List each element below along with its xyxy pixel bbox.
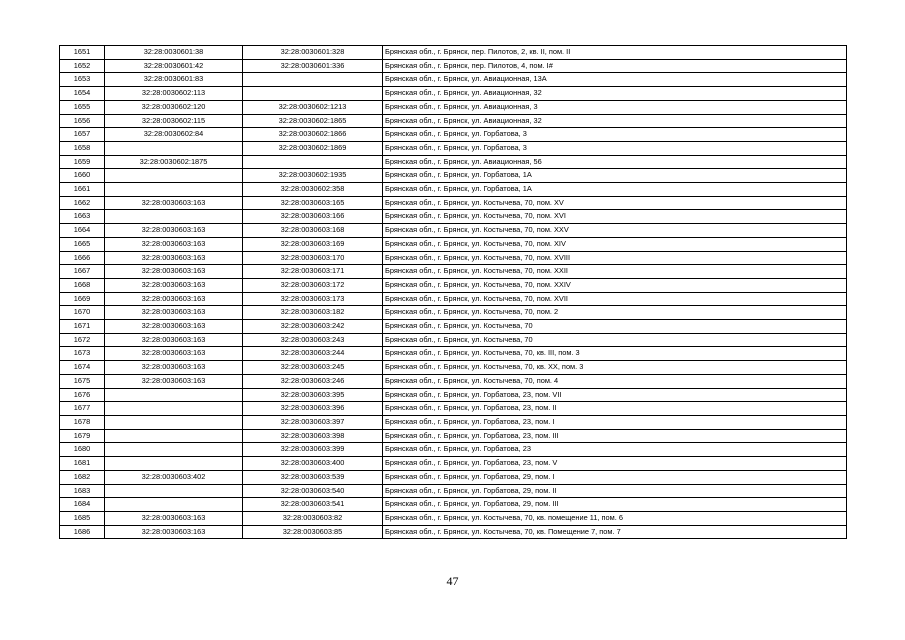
table-row — [60, 141, 847, 155]
table-row — [60, 237, 847, 251]
row-number-cell: 1677 — [60, 402, 105, 416]
object-number-cell: 32:28:0030603:539 — [243, 470, 383, 484]
object-number-cell: 32:28:0030602:1213 — [243, 100, 383, 114]
table-row — [60, 210, 847, 224]
row-number-cell: 1669 — [60, 292, 105, 306]
object-number-cell: 32:28:0030603:398 — [243, 429, 383, 443]
address-cell: Брянская обл., г. Брянск, ул. Костычева, 70, пом. XVII — [383, 292, 847, 306]
parcel-number-cell — [105, 457, 243, 471]
object-number-cell: 32:28:0030603:168 — [243, 224, 383, 238]
address-cell: Брянская обл., г. Брянск, ул. Горбатова, 3 — [383, 141, 847, 155]
table-row — [60, 114, 847, 128]
address-cell: Брянская обл., г. Брянск, ул. Костычева, 70, пом. 2 — [383, 306, 847, 320]
row-number-cell: 1682 — [60, 470, 105, 484]
row-number-cell: 1660 — [60, 169, 105, 183]
row-number-cell: 1659 — [60, 155, 105, 169]
object-number-cell: 32:28:0030602:1866 — [243, 128, 383, 142]
parcel-number-cell: 32:28:0030603:163 — [105, 292, 243, 306]
row-number-cell: 1675 — [60, 374, 105, 388]
registry-table — [59, 45, 847, 539]
object-number-cell: 32:28:0030602:1865 — [243, 114, 383, 128]
table-row — [60, 498, 847, 512]
table-row — [60, 128, 847, 142]
table-row — [60, 333, 847, 347]
table-row — [60, 73, 847, 87]
registry-table-body — [60, 46, 847, 539]
table-row — [60, 402, 847, 416]
row-number-cell: 1663 — [60, 210, 105, 224]
parcel-number-cell: 32:28:0030603:163 — [105, 347, 243, 361]
parcel-number-cell — [105, 498, 243, 512]
address-cell: Брянская обл., г. Брянск, ул. Горбатова, 1А — [383, 169, 847, 183]
table-row — [60, 374, 847, 388]
table-row — [60, 292, 847, 306]
object-number-cell — [243, 87, 383, 101]
parcel-number-cell — [105, 388, 243, 402]
object-number-cell: 32:28:0030601:328 — [243, 46, 383, 60]
row-number-cell: 1686 — [60, 525, 105, 539]
address-cell: Брянская обл., г. Брянск, ул. Костычева, 70 — [383, 320, 847, 334]
address-cell: Брянская обл., г. Брянск, ул. Костычева, 70, кв. помещение 11, пом. 6 — [383, 511, 847, 525]
object-number-cell: 32:28:0030603:540 — [243, 484, 383, 498]
address-cell: Брянская обл., г. Брянск, ул. Горбатова, 23, пом. III — [383, 429, 847, 443]
parcel-number-cell — [105, 141, 243, 155]
parcel-number-cell — [105, 210, 243, 224]
object-number-cell: 32:28:0030603:244 — [243, 347, 383, 361]
parcel-number-cell: 32:28:0030603:163 — [105, 278, 243, 292]
address-cell: Брянская обл., г. Брянск, ул. Костычева, 70, пом. 4 — [383, 374, 847, 388]
row-number-cell: 1671 — [60, 320, 105, 334]
parcel-number-cell: 32:28:0030603:163 — [105, 224, 243, 238]
row-number-cell: 1684 — [60, 498, 105, 512]
table-row — [60, 46, 847, 60]
table-row — [60, 306, 847, 320]
parcel-number-cell — [105, 183, 243, 197]
address-cell: Брянская обл., г. Брянск, ул. Авиационная, 56 — [383, 155, 847, 169]
address-cell: Брянская обл., г. Брянск, ул. Авиационная, 32 — [383, 87, 847, 101]
parcel-number-cell: 32:28:0030603:163 — [105, 374, 243, 388]
object-number-cell — [243, 155, 383, 169]
table-row — [60, 429, 847, 443]
row-number-cell: 1654 — [60, 87, 105, 101]
parcel-number-cell: 32:28:0030603:163 — [105, 511, 243, 525]
parcel-number-cell: 32:28:0030603:402 — [105, 470, 243, 484]
table-row — [60, 415, 847, 429]
table-row — [60, 470, 847, 484]
row-number-cell: 1657 — [60, 128, 105, 142]
object-number-cell — [243, 73, 383, 87]
table-row — [60, 320, 847, 334]
parcel-number-cell — [105, 402, 243, 416]
row-number-cell: 1666 — [60, 251, 105, 265]
table-row — [60, 278, 847, 292]
parcel-number-cell — [105, 415, 243, 429]
parcel-number-cell: 32:28:0030603:163 — [105, 196, 243, 210]
object-number-cell: 32:28:0030603:169 — [243, 237, 383, 251]
row-number-cell: 1676 — [60, 388, 105, 402]
object-number-cell: 32:28:0030603:182 — [243, 306, 383, 320]
parcel-number-cell — [105, 443, 243, 457]
address-cell: Брянская обл., г. Брянск, ул. Горбатова, 1А — [383, 183, 847, 197]
row-number-cell: 1678 — [60, 415, 105, 429]
parcel-number-cell: 32:28:0030601:42 — [105, 59, 243, 73]
address-cell: Брянская обл., г. Брянск, ул. Костычева, 70, пом. XVI — [383, 210, 847, 224]
row-number-cell: 1674 — [60, 361, 105, 375]
parcel-number-cell: 32:28:0030603:163 — [105, 525, 243, 539]
row-number-cell: 1681 — [60, 457, 105, 471]
row-number-cell: 1673 — [60, 347, 105, 361]
row-number-cell: 1685 — [60, 511, 105, 525]
object-number-cell: 32:28:0030603:165 — [243, 196, 383, 210]
address-cell: Брянская обл., г. Брянск, ул. Костычева, 70, кв. Помещение 7, пом. 7 — [383, 525, 847, 539]
parcel-number-cell: 32:28:0030602:115 — [105, 114, 243, 128]
parcel-number-cell — [105, 169, 243, 183]
object-number-cell: 32:28:0030603:242 — [243, 320, 383, 334]
object-number-cell: 32:28:0030603:173 — [243, 292, 383, 306]
parcel-number-cell: 32:28:0030603:163 — [105, 265, 243, 279]
page-number: 47 — [446, 574, 459, 588]
address-cell: Брянская обл., г. Брянск, ул. Костычева, 70, пом. XXIV — [383, 278, 847, 292]
address-cell: Брянская обл., г. Брянск, ул. Авиационная, 13А — [383, 73, 847, 87]
address-cell: Брянская обл., г. Брянск, ул. Костычева, 70, кв. III, пом. 3 — [383, 347, 847, 361]
parcel-number-cell: 32:28:0030601:38 — [105, 46, 243, 60]
object-number-cell: 32:28:0030603:400 — [243, 457, 383, 471]
row-number-cell: 1679 — [60, 429, 105, 443]
table-row — [60, 388, 847, 402]
address-cell: Брянская обл., г. Брянск, ул. Горбатова, 29, пом. II — [383, 484, 847, 498]
address-cell: Брянская обл., г. Брянск, ул. Горбатова, 29, пом. III — [383, 498, 847, 512]
address-cell: Брянская обл., г. Брянск, ул. Горбатова, 23, пом. II — [383, 402, 847, 416]
object-number-cell: 32:28:0030603:541 — [243, 498, 383, 512]
parcel-number-cell: 32:28:0030601:83 — [105, 73, 243, 87]
row-number-cell: 1656 — [60, 114, 105, 128]
table-row — [60, 347, 847, 361]
object-number-cell: 32:28:0030603:82 — [243, 511, 383, 525]
object-number-cell: 32:28:0030601:336 — [243, 59, 383, 73]
table-row — [60, 169, 847, 183]
row-number-cell: 1655 — [60, 100, 105, 114]
address-cell: Брянская обл., г. Брянск, ул. Авиационная, 3 — [383, 100, 847, 114]
table-row — [60, 251, 847, 265]
row-number-cell: 1683 — [60, 484, 105, 498]
parcel-number-cell: 32:28:0030603:163 — [105, 333, 243, 347]
address-cell: Брянская обл., г. Брянск, ул. Горбатова, 23, пом. VII — [383, 388, 847, 402]
table-row — [60, 183, 847, 197]
row-number-cell: 1651 — [60, 46, 105, 60]
row-number-cell: 1665 — [60, 237, 105, 251]
object-number-cell: 32:28:0030603:170 — [243, 251, 383, 265]
address-cell: Брянская обл., г. Брянск, ул. Костычева, 70, пом. XV — [383, 196, 847, 210]
object-number-cell: 32:28:0030603:166 — [243, 210, 383, 224]
parcel-number-cell: 32:28:0030602:120 — [105, 100, 243, 114]
address-cell: Брянская обл., г. Брянск, ул. Авиационная, 32 — [383, 114, 847, 128]
address-cell: Брянская обл., г. Брянск, ул. Костычева, 70, пом. XXV — [383, 224, 847, 238]
table-row — [60, 525, 847, 539]
address-cell: Брянская обл., г. Брянск, ул. Костычева, 70, пом. XIV — [383, 237, 847, 251]
object-number-cell: 32:28:0030603:172 — [243, 278, 383, 292]
object-number-cell: 32:28:0030603:397 — [243, 415, 383, 429]
parcel-number-cell: 32:28:0030603:163 — [105, 237, 243, 251]
row-number-cell: 1661 — [60, 183, 105, 197]
object-number-cell: 32:28:0030603:399 — [243, 443, 383, 457]
address-cell: Брянская обл., г. Брянск, ул. Горбатова, 23, пом. V — [383, 457, 847, 471]
object-number-cell: 32:28:0030602:1935 — [243, 169, 383, 183]
address-cell: Брянская обл., г. Брянск, ул. Горбатова, 29, пом. I — [383, 470, 847, 484]
object-number-cell: 32:28:0030603:243 — [243, 333, 383, 347]
object-number-cell: 32:28:0030603:246 — [243, 374, 383, 388]
object-number-cell: 32:28:0030603:396 — [243, 402, 383, 416]
table-row — [60, 196, 847, 210]
address-cell: Брянская обл., г. Брянск, ул. Горбатова, 3 — [383, 128, 847, 142]
address-cell: Брянская обл., г. Брянск, ул. Костычева, 70 — [383, 333, 847, 347]
parcel-number-cell: 32:28:0030603:163 — [105, 361, 243, 375]
parcel-number-cell — [105, 429, 243, 443]
table-row — [60, 457, 847, 471]
row-number-cell: 1672 — [60, 333, 105, 347]
parcel-number-cell — [105, 484, 243, 498]
table-row — [60, 59, 847, 73]
parcel-number-cell: 32:28:0030602:1875 — [105, 155, 243, 169]
row-number-cell: 1653 — [60, 73, 105, 87]
address-cell: Брянская обл., г. Брянск, пер. Пилотов, 4, пом. I# — [383, 59, 847, 73]
row-number-cell: 1652 — [60, 59, 105, 73]
object-number-cell: 32:28:0030603:395 — [243, 388, 383, 402]
table-row — [60, 100, 847, 114]
address-cell: Брянская обл., г. Брянск, ул. Горбатова, 23, пом. I — [383, 415, 847, 429]
table-row — [60, 224, 847, 238]
table-row — [60, 265, 847, 279]
row-number-cell: 1668 — [60, 278, 105, 292]
address-cell: Брянская обл., г. Брянск, ул. Костычева, 70, пом. XXII — [383, 265, 847, 279]
row-number-cell: 1670 — [60, 306, 105, 320]
row-number-cell: 1658 — [60, 141, 105, 155]
object-number-cell: 32:28:0030603:245 — [243, 361, 383, 375]
table-row — [60, 87, 847, 101]
object-number-cell: 32:28:0030602:1869 — [243, 141, 383, 155]
parcel-number-cell: 32:28:0030603:163 — [105, 251, 243, 265]
row-number-cell: 1662 — [60, 196, 105, 210]
address-cell: Брянская обл., г. Брянск, ул. Горбатова, 23 — [383, 443, 847, 457]
object-number-cell: 32:28:0030603:171 — [243, 265, 383, 279]
table-row — [60, 155, 847, 169]
parcel-number-cell: 32:28:0030602:84 — [105, 128, 243, 142]
parcel-number-cell: 32:28:0030603:163 — [105, 320, 243, 334]
table-row — [60, 443, 847, 457]
row-number-cell: 1667 — [60, 265, 105, 279]
table-row — [60, 484, 847, 498]
address-cell: Брянская обл., г. Брянск, ул. Костычева, 70, кв. XX, пом. 3 — [383, 361, 847, 375]
table-row — [60, 361, 847, 375]
parcel-number-cell: 32:28:0030603:163 — [105, 306, 243, 320]
address-cell: Брянская обл., г. Брянск, пер. Пилотов, 2, кв. II, пом. II — [383, 46, 847, 60]
object-number-cell: 32:28:0030603:85 — [243, 525, 383, 539]
row-number-cell: 1680 — [60, 443, 105, 457]
table-row — [60, 511, 847, 525]
row-number-cell: 1664 — [60, 224, 105, 238]
object-number-cell: 32:28:0030602:358 — [243, 183, 383, 197]
address-cell: Брянская обл., г. Брянск, ул. Костычева, 70, пом. XVIII — [383, 251, 847, 265]
parcel-number-cell: 32:28:0030602:113 — [105, 87, 243, 101]
